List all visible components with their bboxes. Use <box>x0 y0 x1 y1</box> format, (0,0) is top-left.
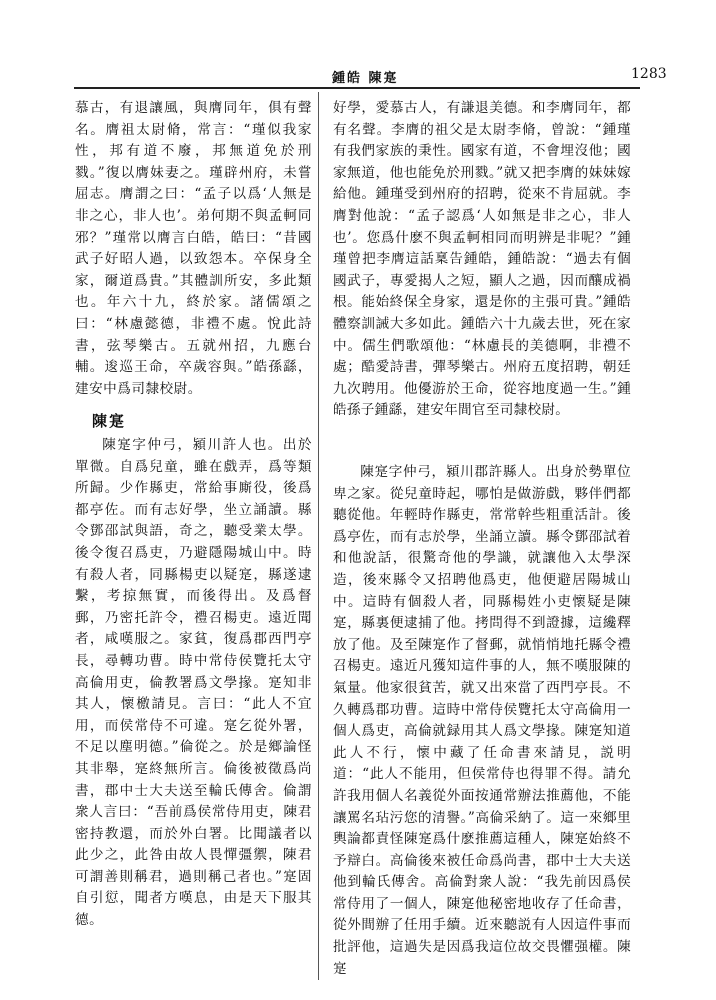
column-divider <box>318 92 319 980</box>
left-paragraph-classical-zhong-hao: 慕古，有退讓風，與膺同年，俱有聲名。膺祖太尉脩，常言：“瑾似我家性，邦有道不廢，邦無道免於刑戮。”復以膺妹妻之。瑾辟州府，未嘗屈志。膺謂之曰：“孟子以爲‘人無是非之心，非人也’。弟何期不與孟軻同邪？”瑾常以膺言白皓，皓曰：“昔國武子好昭人過，以致怨本。卒保身全家，爾道爲貴。”其體訓所安，多此類也。年六十九，終於家。諸儒頌之曰：“林慮懿德，非禮不處。悅此詩書，弦琴樂古。五就州招，九應台輔。逡巡王命，卒歲容與。”皓孫繇，建安中爲司隸校尉。 <box>75 100 312 397</box>
right-paragraph-translation-zhong-hao: 好學，愛慕古人，有謙退美德。和李膺同年，都有名聲。李膺的祖父是太尉李脩，曾說：“鍾瑾有我們家族的秉性。國家有道，不會埋沒他；國家無道，他也能免於刑戮。”就又把李膺的妹妹嫁給他。鍾瑾受到州府的招聘，從來不肯屈就。李膺對他說：“孟子認爲‘人如無是非之心，非人也’。您爲什麽不與孟軻相同而明辨是非呢？”鍾瑾曾把李膺這話稟告鍾皓，鍾皓說：“過去有個國武子，專愛揭人之短，顯人之過，因而釀成禍根。能始終保全身家，還是你的主張可貴。”鍾皓體察訓誡大多如此。鍾皓六十九歲去世，死在家中。儒生們歌頌他：“林慮長的美德啊，非禮不處；酷愛詩書，彈琴樂古。州府五度招聘，朝廷九次聘用。他優游於王命，從容地度過一生。”鍾皓孫子鍾繇，建安年間官至司隸校尉。 <box>333 100 631 419</box>
running-header-title: 鍾皓 陳寔 <box>332 71 399 86</box>
page-number: 1283 <box>631 66 667 82</box>
right-paragraph-translation-chen-shi: 陳寔字仲弓，潁川郡許縣人。出身於勢單位卑之家。從兒童時起，哪怕是做游戲，夥伴們都聽從他。年輕時作縣吏，常常幹些粗重活計。後爲亭佐，而有志於學，坐誦立讀。縣令鄧邵試着和他說話，很驚奇他的學識，就讓他入太學深造，後來縣令又招聘他爲吏，他便避居陽城山中。這時有個殺人者，同縣楊姓小吏懷疑是陳寔，縣裏便逮捕了他。拷問得不到證據，這纔釋放了他。及至陳寔作了督郵，就悄悄地托縣令禮召楊吏。遠近凡獲知這件事的人，無不嘆服陳的氣量。他家很貧苦，就又出來當了西門亭長。不久轉爲郡功曹。這時中常侍侯覽托太守高倫用一個人爲吏，高倫就録用其人爲文學掾。陳寔知道此人不行，懷中藏了任命書來請見，説明道：“此人不能用，但侯常侍也得罪不得。請允許我用個人名義從外面按通常辦法推薦他，不能讓罵名玷污您的清譽。”高倫采納了。這一來鄉里輿論都責怪陳寔爲什麽推薦這種人，陳寔始終不予辯白。高倫後來被任命爲尚書，郡中士大夫送他到輪氏傳舍。高倫對衆人說：“我先前因爲侯常侍用了一個人，陳寔他秘密地收存了任命書，從外間辦了任用手續。近來聽説有人因這件事而批評他，這過失是因爲我這位故交畏懼强權。陳寔 <box>333 464 631 977</box>
section-heading-chen-shi: 陳寔 <box>92 412 127 430</box>
left-paragraph-classical-chen-shi: 陳寔字仲弓，潁川許人也。出於單微。自爲兒童，雖在戲弄，爲等類所歸。少作縣吏，常給事廝役，後爲都亭佐。而有志好學，坐立誦讀。縣令鄧邵試與語，奇之，聽受業太學。後令復召爲吏，乃避隱陽城山中。時有殺人者，同縣楊吏以疑寔，縣遂逮繫，考掠無實，而後得出。及爲督郵，乃密托許令，禮召楊吏。遠近聞者，咸嘆服之。家貧，復爲郡西門亭長，尋轉功曹。時中常侍侯覽托太守高倫用吏，倫教署爲文學掾。寔知非其人，懷檄請見。言曰：“此人不宜用，而侯常侍不可違。寔乞從外署，不足以塵明德。”倫從之。於是鄉論怪其非舉，寔終無所言。倫後被徵爲尚書，郡中士大夫送至輪氏傳舍。倫謂衆人言曰：“吾前爲侯常侍用吏，陳君密持教還，而於外白署。比聞議者以此少之，此咎由故人畏憚彊禦，陳君可謂善則稱君，過則稱己者也。”寔固自引愆，聞者方嘆息，由是天下服其德。 <box>75 437 312 929</box>
header-divider <box>74 87 640 89</box>
